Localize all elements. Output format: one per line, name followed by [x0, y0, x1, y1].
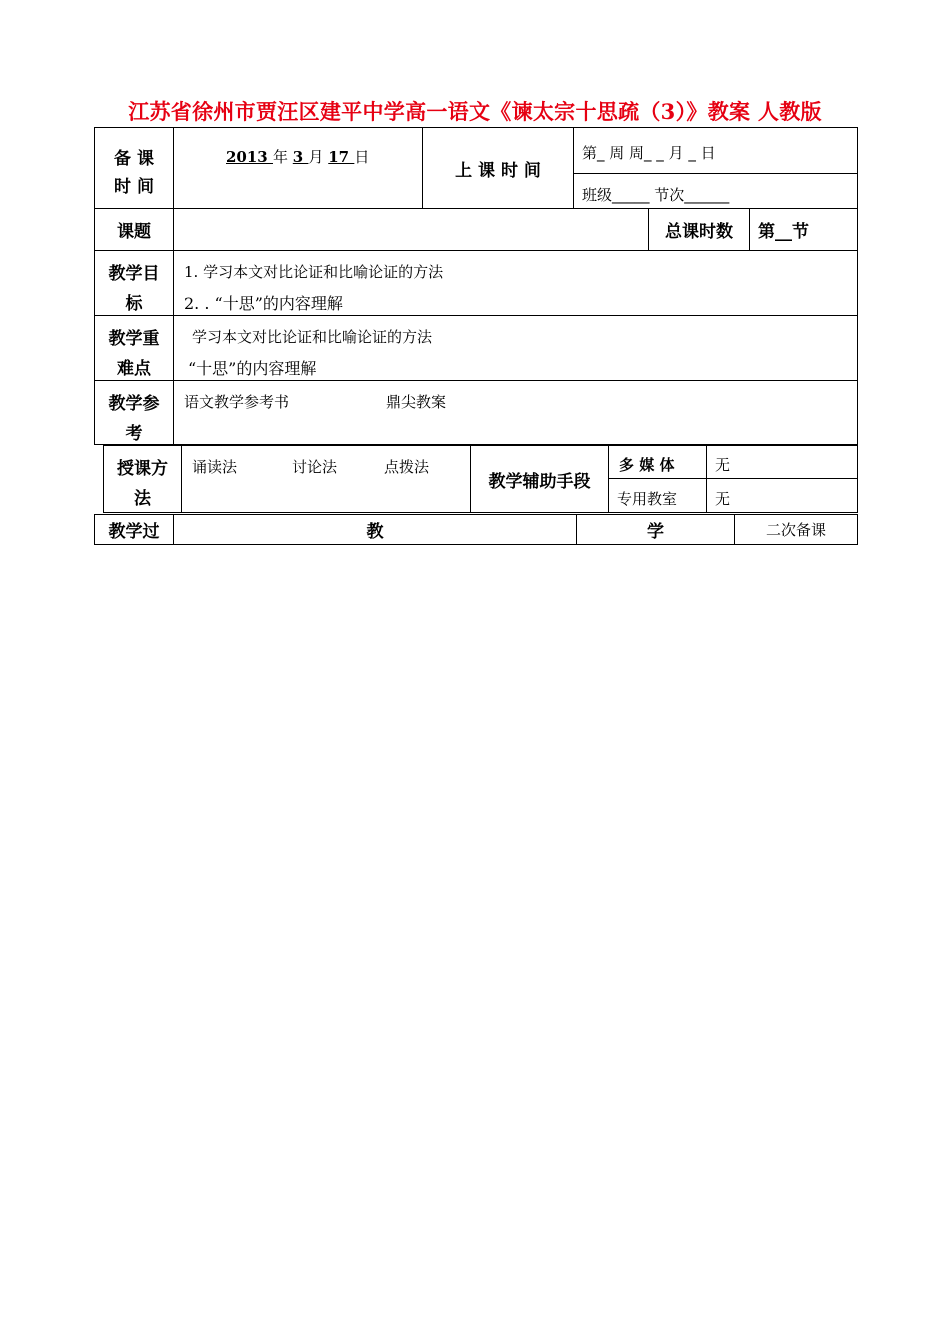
classroom-label: [608, 478, 707, 513]
process-teach-header: 教: [173, 514, 577, 545]
process-label: 教学过: [94, 514, 174, 545]
key-points-content: [173, 315, 858, 381]
key-point-item-2: “十思”的内容理解: [188, 359, 317, 378]
methods-content: [181, 445, 471, 513]
multimedia-value-cell: [706, 445, 858, 479]
class-time-label: 上 课 时 间: [422, 127, 574, 209]
day-unit: 日: [354, 148, 370, 166]
prep-time-label-2: 时 间: [114, 177, 154, 197]
multimedia-value: 无: [715, 456, 731, 474]
classroom-label-text: 专用教室: [617, 490, 678, 508]
prep-date-cell: [173, 127, 423, 209]
key-points-label-1: 教学重: [108, 329, 160, 349]
prep-month: 3: [292, 148, 309, 166]
week-line: 第_ 周 周_ _ 月 _ 日: [582, 144, 716, 162]
objectives-label-1: 教学目: [108, 264, 160, 284]
multimedia-label: [608, 445, 707, 479]
objectives-label-cell: [94, 250, 174, 316]
teaching-aids-label: 教学辅助手段: [470, 445, 609, 513]
method-1: 诵读法: [192, 458, 238, 476]
second-prep-header: 二次备课: [734, 514, 858, 545]
prep-time-label-cell: [94, 127, 174, 209]
topic-value: [173, 208, 649, 251]
class-period-cell: [573, 173, 858, 209]
prep-year: 2013: [226, 148, 273, 166]
methods-label-1: 授课方: [117, 459, 168, 479]
key-point-item-1: 学习本文对比论证和比喻论证的方法: [192, 328, 433, 346]
prep-day: 17: [328, 148, 355, 166]
objectives-label-2: 标: [125, 294, 143, 314]
reference-book-1: 语文教学参考书: [184, 393, 290, 411]
classroom-value: 无: [715, 490, 731, 508]
section-label: 第__节: [749, 208, 858, 251]
references-label-1: 教学参: [108, 394, 160, 414]
references-label-cell: [94, 380, 174, 445]
prep-date: [226, 146, 369, 167]
key-points-label-2: 难点: [117, 359, 151, 379]
objective-item-1: 1. 学习本文对比论证和比喻论证的方法: [184, 263, 444, 281]
process-learn-header: 学: [576, 514, 735, 545]
method-3: 点拨法: [384, 458, 430, 476]
references-content: [173, 380, 858, 445]
reference-book-2: 鼎尖教案: [386, 393, 447, 411]
classroom-value-cell: [706, 478, 858, 513]
methods-label-2: 法: [134, 489, 151, 509]
multimedia-label-text: 多 媒 体: [619, 456, 675, 474]
month-unit: 月: [308, 148, 324, 166]
week-cell: [573, 127, 858, 174]
methods-label-cell: [103, 445, 182, 513]
prep-time-label-1: 备 课: [114, 149, 154, 169]
references-label-2: 考: [125, 424, 143, 444]
topic-label: 课题: [94, 208, 174, 251]
objective-item-2: 2. . “十思”的内容理解: [184, 294, 343, 313]
document-title: 江苏省徐州市贾汪区建平中学高一语文《谏太宗十思疏（3）》教案 人教版: [128, 99, 822, 124]
key-points-label-cell: [94, 315, 174, 381]
year-unit: 年: [272, 148, 288, 166]
method-2: 讨论法: [292, 458, 338, 476]
class-period-line: 班级_____ 节次______: [582, 186, 730, 204]
objectives-content: [173, 250, 858, 316]
total-hours-label: 总课时数: [648, 208, 750, 251]
